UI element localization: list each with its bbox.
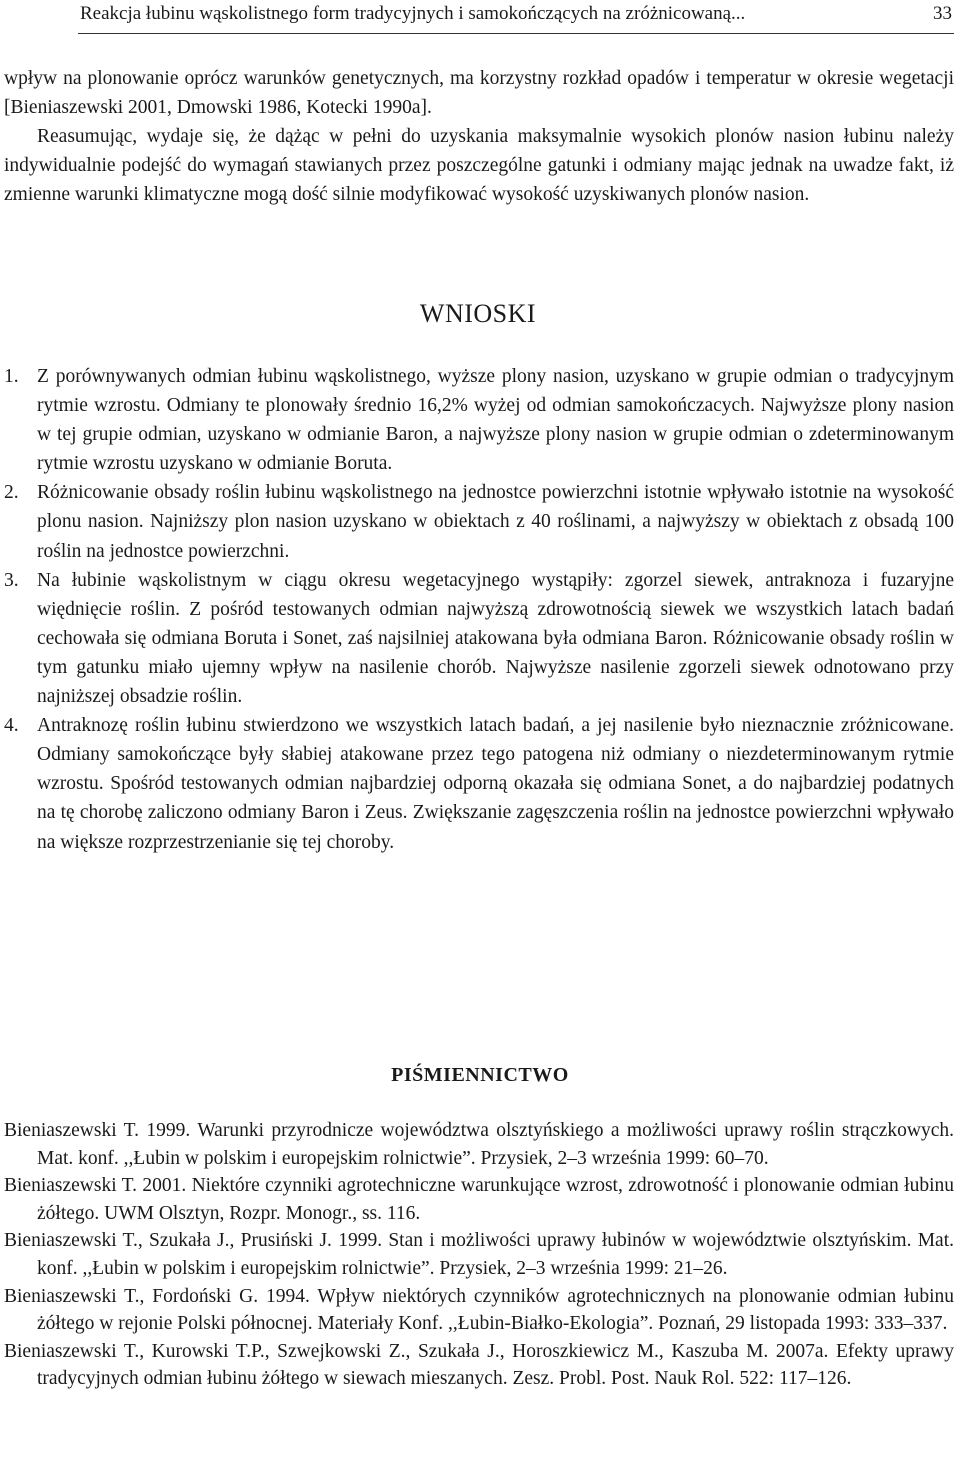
conclusion-number: 4. — [4, 715, 19, 737]
conclusion-item — [4, 478, 954, 565]
conclusions-list — [4, 362, 954, 857]
conclusion-item — [4, 566, 954, 711]
reference-item: Bieniaszewski T. 1999. Warunki przyrodnicze województwa olsztyńskiego a możliwości uprawy roślin strączkowych. Mat. konf. ,,Łubin w polskim i europejskim rolnictwie”. Przysiek, 2–3 września 1999: 60–70. — [4, 1120, 954, 1169]
running-head — [80, 2, 952, 30]
conclusion-number: 2. — [4, 482, 19, 504]
reference-item: Bieniaszewski T., Kurowski T.P., Szwejkowski Z., Szukała J., Horoszkiewicz M., Kaszuba M. 2007a. Efekty uprawy tradycyjnych odmian łubinu żółtego w siewach mieszanych. Zesz. Probl. Post. Nauk Rol. 522: 117–126. — [4, 1340, 954, 1390]
page-number: 33 — [933, 3, 952, 24]
body-text — [4, 64, 954, 209]
conclusion-number: 1. — [4, 366, 19, 387]
reference-item: Bieniaszewski T., Szukała J., Prusiński J. 1999. Stan i możliwości uprawy łubinów w województwie olsztyńskim. Mat. konf. ,,Łubin w polskim i europejskim rolnictwie”. Przysiek, 2–3 września 1999: 21–26. — [4, 1230, 954, 1279]
conclusion-text: Różnicowanie obsady roślin łubinu wąskolistnego na jednostce powierzchni istotnie wpływało istotnie na wysokość plonu nasion. Najniższy plon nasion uzyskano w obiektach z 40 roślinami, a najwyższy w obiektach z obsadą 100 roślin na jednostce powierzchni. — [37, 482, 954, 562]
conclusion-text: Antraknozę roślin łubinu stwierdzono we wszystkich latach badań, a jej nasilenie było nieznacznie zróżnicowane. Odmiany samokończące były słabiej atakowane przez tego patogena niż odmiany o niezdeterminowanym rytmie wzrostu. Spośród testowanych odmian najbardziej odporną okazała się odmiana Sonet, a do najbardziej podatnych na tę chorobę zaliczono odmiany Baron i Zeus. Zwiększanie zagęszczenia roślin na jednostce powierzchni wpływało na większe rozprzestrzenianie się tej choroby. — [37, 715, 954, 853]
conclusions-heading: WNIOSKI — [419, 299, 537, 328]
header-rule — [78, 33, 954, 34]
conclusion-number: 3. — [4, 569, 19, 591]
references-list — [4, 1117, 954, 1393]
conclusion-item — [4, 711, 954, 856]
reference-item: Bieniaszewski T., Fordoński G. 1994. Wpływ niektórych czynników agrotechnicznych na plonowanie odmian łubinu żółtego w rejonie Polski północnej. Materiały Konf. ,,Łubin-Białko-Ekologia”. Poznań, 29 listopada 1993: 333–337. — [4, 1285, 954, 1335]
conclusion-text: Z porównywanych odmian łubinu wąskolistnego, wyższe plony nasion, uzyskano w grupie odmian o tradycyjnym rytmie wzrostu. Odmiany te plonowały średnio 16,2% wyżej od odmian samokończacych. Najwyższe plony nasion w tej grupie odmian, uzyskano w odmianie Baron, a najwyższe plony nasion w grupie odmian o zdeterminowanym rytmie wzrostu uzyskano w odmianie Boruta. — [37, 366, 954, 475]
paragraph-continued: wpływ na plonowanie oprócz warunków genetycznych, ma korzystny rozkład opadów i temperatur w okresie wegetacji [Bieniaszewski 2001, Dmowski 1986, Kotecki 1990a]. — [4, 68, 954, 118]
paragraph-summary: Reasumując, wydaje się, że dążąc w pełni do uzyskania maksymalnie wysokich plonów nasion łubinu należy indywidualnie podejść do wymagań stawianych przez poszczególne gatunki i odmiany mając jednak na uwadze fakt, iż zmienne warunki klimatyczne mogą dość silnie modyfikować wysokość uzyskiwanych plonów nasion. — [4, 126, 954, 205]
conclusion-text: Na łubinie wąskolistnym w ciągu okresu wegetacyjnego wystąpiły: zgorzel siewek, antraknoza i fuzaryjne więdnięcie roślin. Z pośród testowanych odmian najwyższą zdrowotnością siewek we wszystkich latach badań cechowała się odmiana Boruta i Sonet, zaś najsilniej atakowana była odmiana Baron. Różnicowanie obsady roślin w tym gatunku miało ujemny wpływ na nasilenie chorób. Najwyższe nasilenie zgorzeli siewek odnotowano przy najniższej obsadzie roślin. — [37, 569, 954, 708]
running-title: Reakcja łubinu wąskolistnego form tradycyjnych i samokończących na zróżnicowaną... — [80, 3, 746, 24]
conclusion-item — [4, 362, 954, 478]
reference-item: Bieniaszewski T. 2001. Niektóre czynniki agrotechniczne warunkujące wzrost, zdrowotność i plonowanie odmian łubinu żółtego. UWM Olsztyn, Rozpr. Monogr., ss. 116. — [4, 1175, 954, 1224]
references-heading: PIŚMIENNICTWO — [391, 1064, 569, 1086]
